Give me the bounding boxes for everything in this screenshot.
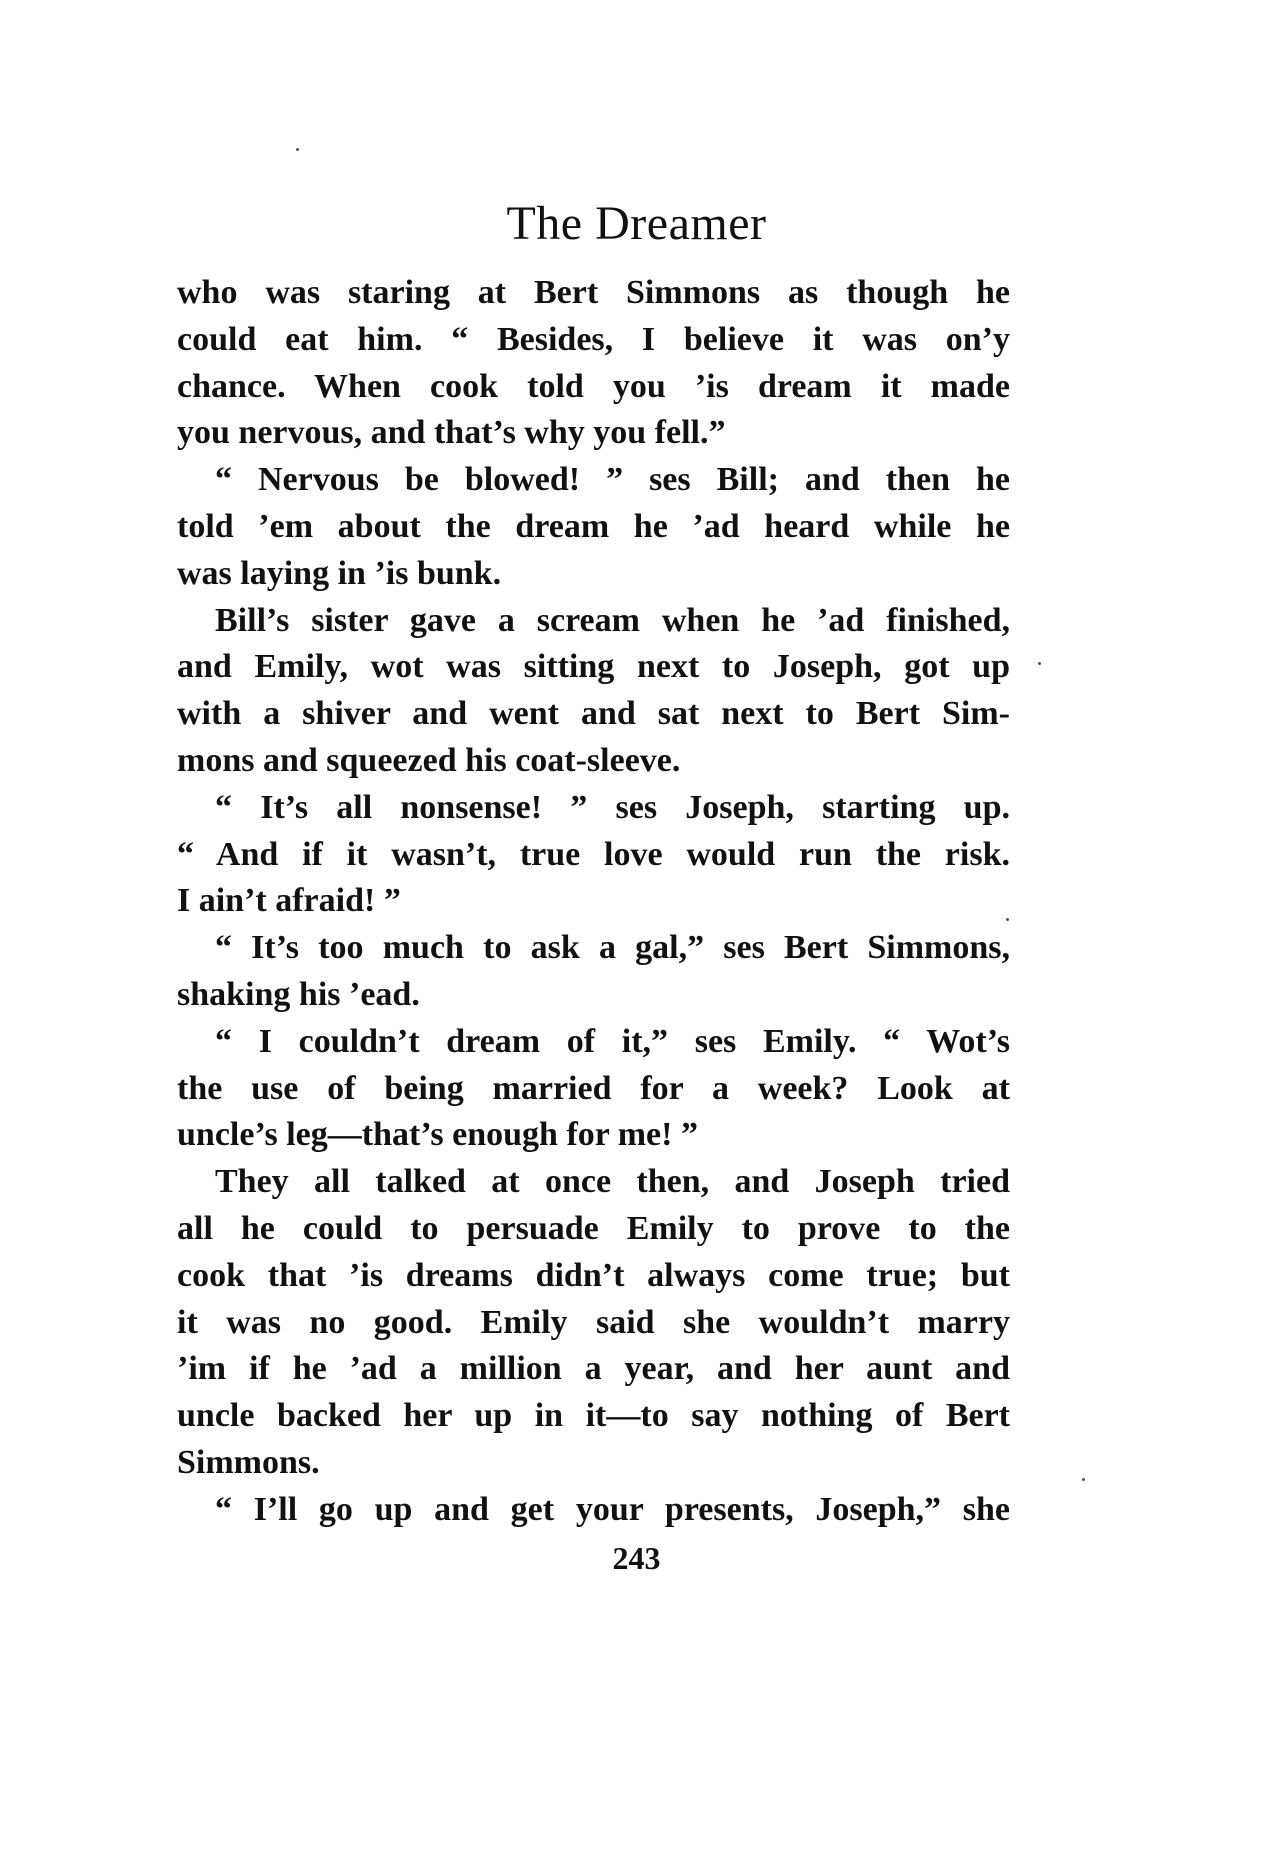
running-head-title: The Dreamer	[506, 197, 767, 250]
body-text	[177, 270, 1010, 1534]
text-line: “ It’s all nonsense! ” ses Joseph, starting up.	[215, 788, 1010, 826]
text-line: told ’em about the dream he ’ad heard while he	[177, 507, 1010, 545]
text-line: the use of being married for a week? Look at	[177, 1069, 1010, 1107]
text-line: all he could to persuade Emily to prove to the	[177, 1209, 1010, 1247]
text-line: was laying in ’is bunk.	[177, 554, 502, 592]
text-line: with a shiver and went and sat next to Bert Sim-	[177, 695, 1010, 733]
ink-speck	[296, 148, 299, 151]
text-line: cook that ’is dreams didn’t always come true; but	[177, 1256, 1010, 1294]
page-number: 243	[612, 1540, 661, 1576]
text-line: shaking his ’ead.	[177, 975, 420, 1013]
text-line: “ It’s too much to ask a gal,” ses Bert Simmons,	[215, 929, 1010, 967]
text-line: Bill’s sister gave a scream when he ’ad finished,	[215, 601, 1010, 639]
text-line: and Emily, wot was sitting next to Joseph, got up	[177, 648, 1010, 686]
text-line: They all talked at once then, and Joseph tried	[215, 1163, 1010, 1201]
text-line: uncle backed her up in it—to say nothing of Bert	[177, 1397, 1010, 1435]
text-line: “ Nervous be blowed! ” ses Bill; and then he	[215, 461, 1010, 499]
text-line: “ And if it wasn’t, true love would run the risk.	[177, 835, 1010, 873]
text-line: ’im if he ’ad a million a year, and her aunt and	[177, 1350, 1010, 1388]
text-line: mons and squeezed his coat-sleeve.	[177, 741, 681, 779]
text-line: could eat him. “ Besides, I believe it was on’y	[177, 320, 1010, 358]
text-line: it was no good. Emily said she wouldn’t marry	[177, 1303, 1010, 1341]
ink-speck	[1038, 662, 1041, 665]
text-line: I ain’t afraid! ”	[177, 882, 401, 920]
text-line: Simmons.	[177, 1443, 320, 1481]
text-line: “ I couldn’t dream of it,” ses Emily. “ Wot’s	[215, 1022, 1010, 1060]
text-line: you nervous, and that’s why you fell.”	[177, 414, 726, 452]
text-line: “ I’ll go up and get your presents, Joseph,” she	[215, 1490, 1010, 1528]
ink-speck	[1082, 1478, 1085, 1481]
text-line: who was staring at Bert Simmons as though he	[177, 274, 1010, 311]
text-line: uncle’s leg—that’s enough for me! ”	[177, 1116, 698, 1154]
text-line: chance. When cook told you ’is dream it made	[177, 367, 1010, 405]
